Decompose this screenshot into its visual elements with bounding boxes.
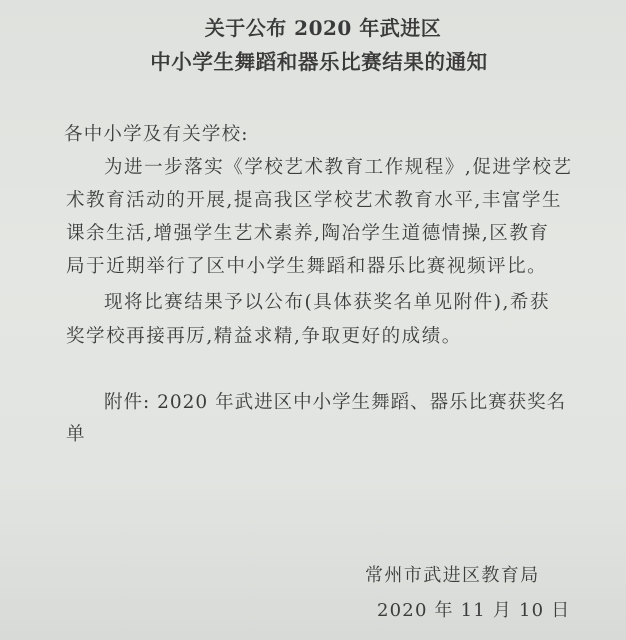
attachment-line-1: 附件: 2020 年武进区中小学生舞蹈、器乐比赛获奖名 — [104, 392, 567, 413]
paragraph-1-line-2: 术教育活动的开展,提高我区学校艺术教育水平,丰富学生 — [66, 190, 563, 211]
paragraph-1-line-4: 局于近期举行了区中小学生舞蹈和器乐比赛视频评比。 — [66, 256, 548, 277]
notice-title-line-2: 中小学生舞蹈和器乐比赛结果的通知 — [150, 50, 488, 74]
signature-date: 2020 年 11 月 10 日 — [377, 600, 571, 621]
paragraph-1-line-1: 为进一步落实《学校艺术教育工作规程》,促进学校艺 — [104, 157, 573, 178]
attachment-line-2: 单 — [66, 424, 87, 445]
signature-organization: 常州市武进区教育局 — [365, 565, 540, 586]
paragraph-2-line-2: 奖学校再接再厉,精益求精,争取更好的成绩。 — [66, 326, 462, 347]
paragraph-2-line-1: 现将比赛结果予以公布(具体获奖名单见附件),希获 — [104, 292, 551, 313]
notice-title-line-1: 关于公布 2020 年武进区 — [204, 16, 442, 40]
paragraph-1-line-3: 课余生活,增强学生艺术素养,陶冶学生道德情操,区教育 — [66, 223, 550, 244]
salutation: 各中小学及有关学校: — [64, 124, 249, 145]
